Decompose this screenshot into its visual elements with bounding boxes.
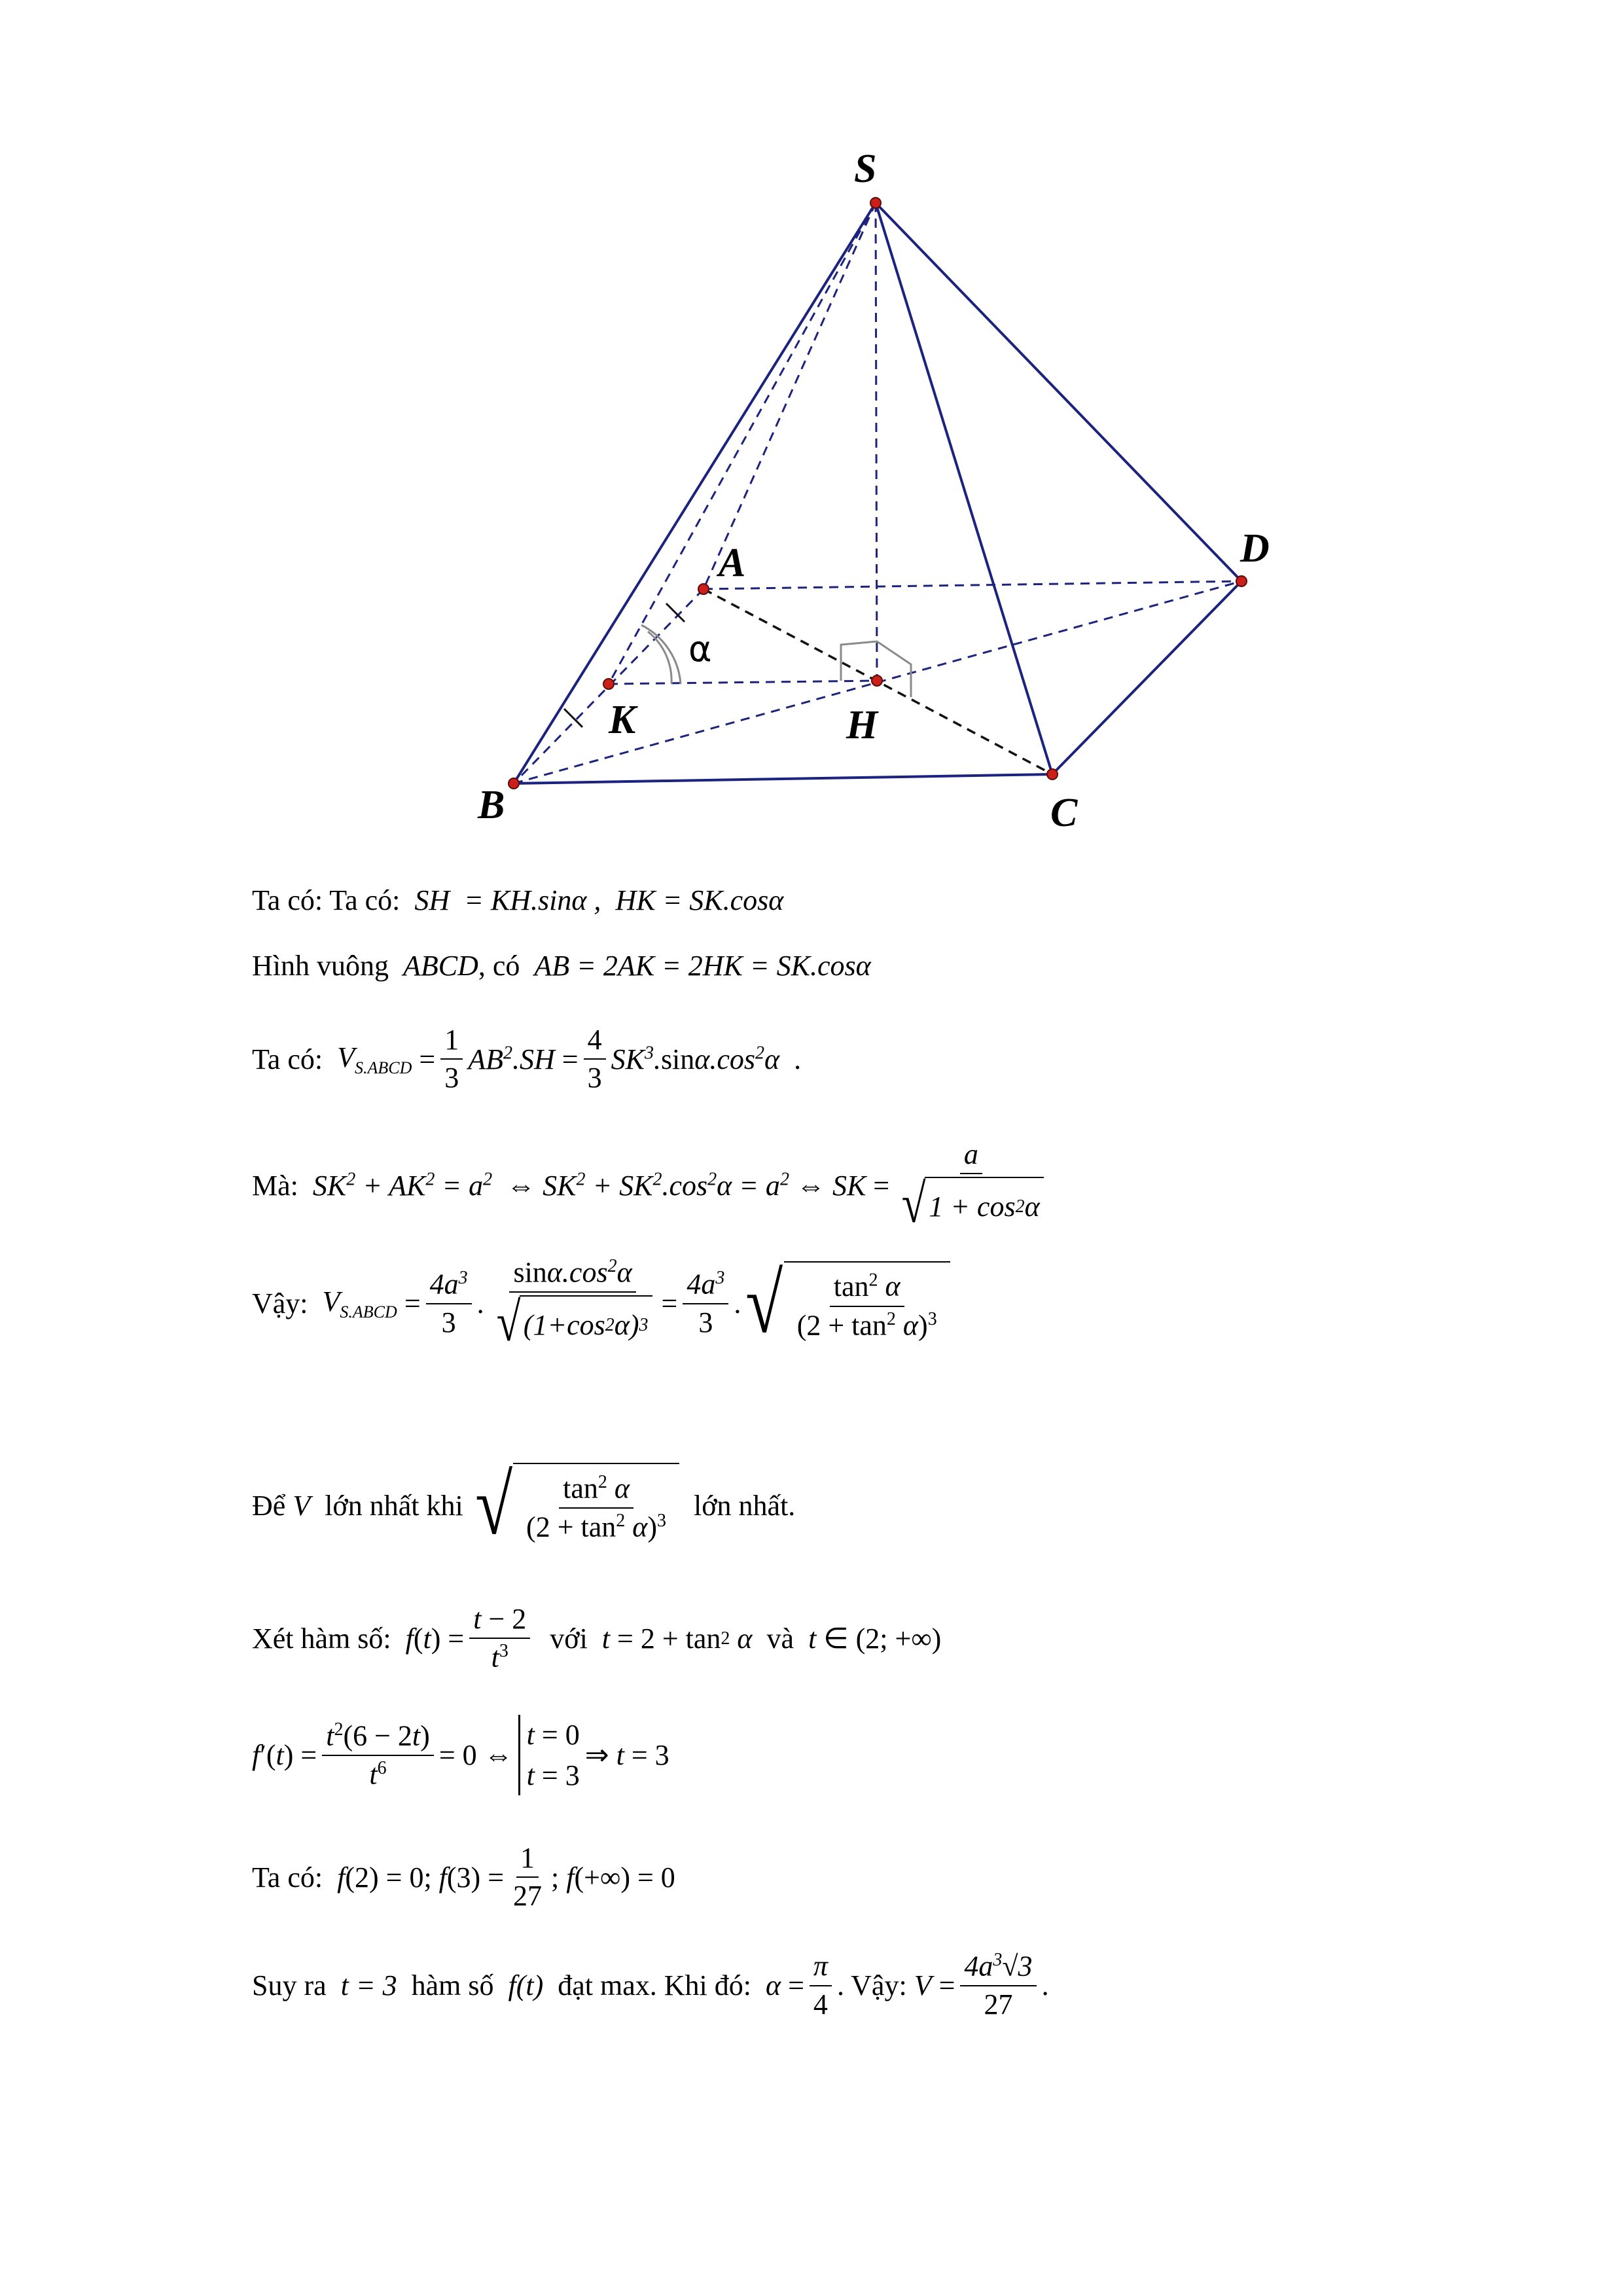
line-3: Ta có: $V_{S.ABCD}$ = $\frac{1}{3}$ $AB^2.SH$ = $\frac{4}{3}$ $SK^3.\sin\alpha.\cos^2\alpha$ . <box>252 1024 802 1094</box>
line5-prefix: Vậy: <box>252 1287 308 1320</box>
point-D <box>1236 576 1247 586</box>
solid-edges <box>514 203 1241 783</box>
line-1 <box>252 884 783 917</box>
line9-prefix: Ta có: <box>252 1861 323 1893</box>
line1-expr-b: = KH.sinα , <box>464 884 601 916</box>
line7-with: với <box>550 1623 588 1655</box>
label-C: C <box>1050 791 1078 835</box>
line-4: Mà: $SK^2 + AK^2 = a^2$ ⇔ $SK^2 + SK^2.\cos^2\alpha = a^2$ ⇔ SK = a √ 1 + cos 2 α <box>252 1139 1053 1232</box>
line3-prefix: Ta có: <box>252 1043 323 1075</box>
line10-ft: f(t) <box>508 1969 544 2002</box>
line-7: Xét hàm số: f ( t ) = $\frac{t - 2}{t^3}$ với t = 2 + tan 2 α và t ∈ (2; +∞) <box>252 1603 942 1674</box>
line-9: Ta có: f (2) = 0; f (3) = $\frac{1}{27}$ ; f (+∞) = 0 <box>252 1842 675 1912</box>
line10-t: t = 3 <box>340 1969 397 2002</box>
edge-SC <box>876 203 1052 774</box>
line1-expr-a: SH <box>414 884 450 916</box>
line4-prefix: Mà: <box>252 1169 298 1202</box>
line10-mid: hàm số <box>411 1969 494 2002</box>
edge-SH <box>876 203 877 681</box>
line-2 <box>252 949 871 982</box>
line1-expr-c: HK = SK.cosα <box>615 884 784 916</box>
point-S <box>870 198 881 208</box>
line2-mid: , có <box>478 950 520 982</box>
line6-suffix: lớn nhất. <box>694 1489 796 1522</box>
line7-and: và <box>766 1623 794 1655</box>
point-A <box>698 584 709 594</box>
line-10: Suy ra t = 3 hàm số f(t) đạt max. Khi đó: α = $\frac{\pi}{4}$ . Vậy: V = $\frac{4a^3√3}{27}$ . <box>252 1950 1049 2021</box>
edge-BC <box>514 774 1052 783</box>
edge-SK <box>609 203 876 684</box>
label-S: S <box>854 147 877 191</box>
line2-expr: AB = 2AK = 2HK = SK.cosα <box>534 950 871 982</box>
edge-KH <box>609 681 877 684</box>
line-6: Để V lớn nhất khi √ $\frac{\tan^2 \alpha}{(2 + \tan^2 \alpha)^3}$ lớn nhất. <box>252 1458 796 1552</box>
angle-arc-outer <box>641 625 681 684</box>
line2-prefix: Hình vuông <box>252 950 389 982</box>
line10-vay: . Vậy: <box>836 1969 907 2002</box>
edge-SB <box>514 203 876 783</box>
pyramid-figure <box>0 0 1623 877</box>
line2-abcd: ABCD <box>403 950 478 982</box>
line6-mid: lớn nhất khi <box>325 1489 463 1522</box>
line-5: Vậy: $V_{S.ABCD}$ = $\frac{4a^3}{3}$ . $\sin\alpha.\cos^2\alpha$ √ (1+cos 2 α) 3 = $\frac{4a^3}{3}$ . √ $\frac{\tan^2 \alpha}{(2 + \tan^2 \alpha)^3}$ <box>252 1257 950 1350</box>
label-K: K <box>609 698 636 742</box>
line-8: f ′( t ) = $\frac{t^2(6 - 2t)}{t^6}$ = 0 ⇔ t = 0 t = 3 ⇒ t = 3 <box>252 1715 669 1795</box>
line1-prefix: Ta có: Ta có: <box>252 884 401 916</box>
tick-mark-KB <box>564 709 582 727</box>
edge-SA <box>704 203 876 589</box>
label-D: D <box>1240 526 1270 571</box>
dashed-edges <box>514 203 1241 783</box>
line7-prefix: Xét hàm số: <box>252 1623 391 1655</box>
edge-SD <box>876 203 1241 581</box>
point-H <box>872 675 882 686</box>
label-H: H <box>846 703 878 747</box>
line6-v: V <box>293 1489 311 1522</box>
label-alpha: α <box>688 628 712 670</box>
line6-prefix: Để <box>252 1489 286 1522</box>
label-B: B <box>478 783 505 827</box>
edge-CD <box>1052 581 1241 774</box>
line10-prefix: Suy ra <box>252 1969 327 2002</box>
point-B <box>508 778 519 789</box>
label-A: A <box>719 541 746 585</box>
point-K <box>603 679 614 689</box>
edge-AD <box>704 581 1241 589</box>
point-C <box>1047 769 1058 780</box>
line10-max: đạt max. Khi đó: <box>558 1969 751 2002</box>
